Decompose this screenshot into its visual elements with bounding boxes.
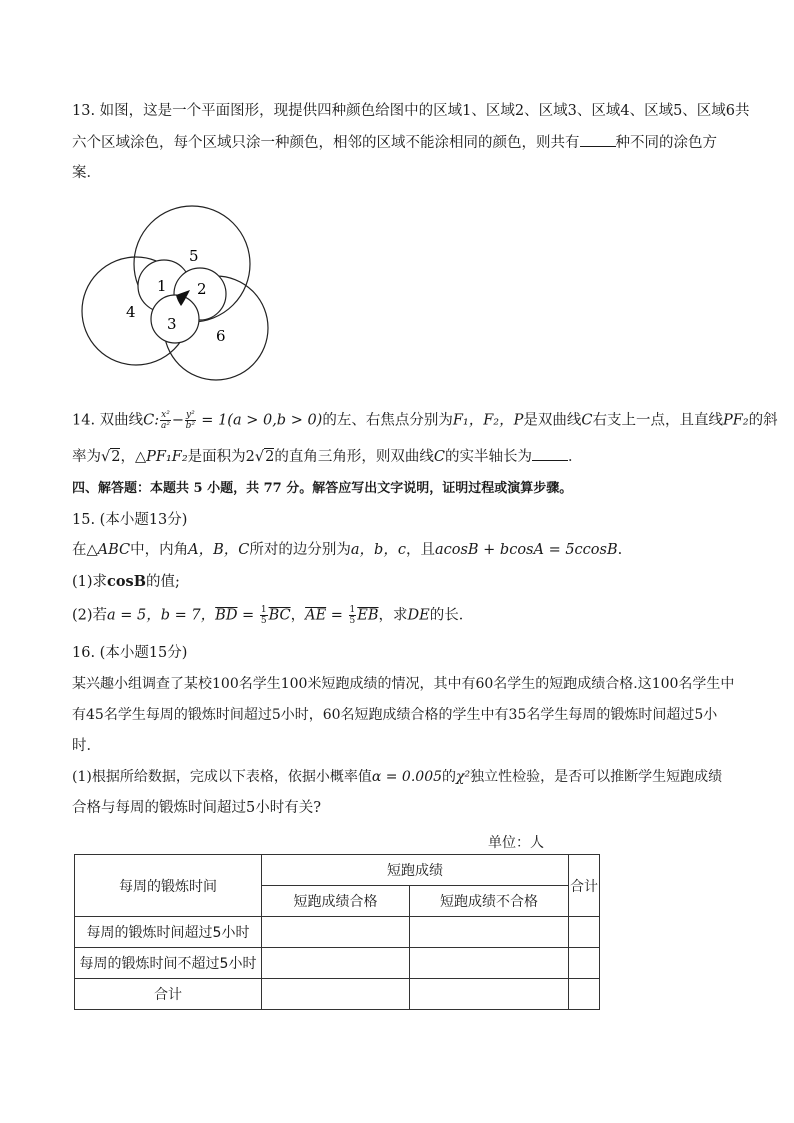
q14-answer-blank[interactable]: [532, 446, 568, 461]
q14-text-k: 率为: [72, 449, 101, 465]
q13-line-3: 案．: [72, 165, 101, 181]
table-row: [75, 979, 600, 1010]
q14-text-p: 是面积为2: [187, 449, 255, 465]
frac-one-fifth-a: $\frac{1}{5}$: [260, 605, 267, 626]
table-cell[interactable]: [569, 979, 600, 1010]
table-cell[interactable]: [569, 948, 600, 979]
q16-part-1: (1)根据所给数据，完成以下表格，依据小概率值α = 0.005的χ²独立性检验，是否可以推断学生短跑成绩: [72, 769, 723, 785]
q14-line-2: [72, 446, 582, 467]
q16-title: 16. (本小题15分): [72, 645, 188, 661]
region-label-5: 5: [189, 247, 199, 265]
table-cell[interactable]: [262, 917, 410, 948]
region-label-3: 3: [167, 315, 177, 333]
q14-text-b: C:: [143, 412, 160, 429]
q14-text-c: = 1(a > 0,b > 0): [196, 412, 323, 429]
region-label-1: 1: [157, 277, 167, 295]
region-label-4: 4: [126, 303, 136, 321]
q14-text-o: △PF₁F₂: [134, 449, 188, 465]
q16-line-3: 时．: [72, 738, 101, 754]
q14-text-j: 的斜: [748, 412, 778, 429]
q16-line-2: 有45名学生每周的锻炼时间超过5小时，60名短跑成绩合格的学生中有35名学生每周的锻炼时间超过5小: [72, 707, 718, 723]
q15-part-1: (1)求cosB的值;: [72, 573, 180, 590]
q14-frac-1: $\frac{\text{x²}}{\text{a²}}$: [161, 410, 170, 431]
q14-text-a: 14. 双曲线: [72, 412, 144, 429]
vector-ae: $\overline{AE}$: [305, 607, 327, 624]
vector-eb: $\overline{EB}$: [357, 607, 379, 624]
q14-text-d: 的左、右焦点分别为: [322, 412, 453, 429]
table-cell[interactable]: [262, 979, 410, 1010]
q14-text-s: 的直角三角形，则双曲线: [274, 449, 434, 465]
table-row-label: 合计: [75, 979, 262, 1010]
table-cell[interactable]: [262, 948, 410, 979]
q15-stem: 在△ABC中，内角A，B，C所对的边分别为a，b，c，且acosB + bcosA = 5ccosB.: [72, 542, 623, 558]
table-header-fail: 短跑成绩不合格: [410, 886, 569, 917]
q14-sqrt-sign-2: √: [254, 449, 265, 465]
region-label-2: 2: [197, 280, 207, 298]
q13-answer-blank[interactable]: [580, 132, 616, 147]
table-row: [75, 948, 600, 979]
table-cell[interactable]: [569, 917, 600, 948]
q13-line-1: 13. 如图，这是一个平面图形，现提供四种颜色给图中的区域1、区域2、区域3、区域4、区域5、区域6共: [72, 103, 750, 119]
unit-label: 单位：人: [488, 835, 544, 851]
q16-part-1-cont: 合格与每周的锻炼时间超过5小时有关?: [72, 800, 321, 816]
q14-sqrt-arg-2: 2: [265, 449, 275, 465]
q14-text-t: C: [433, 449, 445, 465]
table-row-label: 每周的锻炼时间不超过5小时: [75, 948, 262, 979]
q14-text-v: ．: [567, 449, 583, 465]
table-row: [75, 917, 600, 948]
q14-text-e: F₁，F₂，P: [452, 412, 524, 429]
q13-line-2a: 六个区域涂色，每个区域只涂一种颜色，相邻的区域不能涂相同的颜色，则共有: [72, 135, 580, 151]
table-header-exercise: 每周的锻炼时间: [75, 855, 262, 917]
q13-line-2: [72, 132, 717, 153]
q14-text-g: C: [581, 412, 593, 429]
q14-sqrt-arg-1: 2: [111, 449, 121, 465]
table-header-pass: 短跑成绩合格: [262, 886, 410, 917]
table-cell[interactable]: [410, 979, 569, 1010]
frac-one-fifth-b: $\frac{1}{5}$: [349, 605, 356, 626]
q16-line-1: 某兴趣小组调查了某校100名学生100米短跑成绩的情况，其中有60名学生的短跑成绩合格.这100名学生中: [72, 676, 735, 692]
q14-text-n: ，: [120, 449, 135, 465]
q13-line-2b: 种不同的涂色方: [615, 135, 717, 151]
section-4-heading: 四、解答题：本题共 5 小题，共 77 分。解答应写出文字说明，证明过程或演算步骤。: [72, 481, 573, 496]
q14-text-h: 右支上一点，且直线: [592, 412, 723, 429]
table-cell[interactable]: [410, 917, 569, 948]
region-label-6: 6: [216, 327, 226, 345]
table-header-group: 短跑成绩: [262, 855, 569, 886]
q14-frac-2: $\frac{\text{y²}}{\text{b²}}$: [185, 410, 196, 431]
q14-sqrt-sign-1: √: [101, 449, 111, 465]
q15-title: 15. (本小题13分): [72, 512, 188, 528]
q14-line-1: [72, 410, 778, 431]
contingency-table: [74, 854, 600, 1010]
table-cell[interactable]: [410, 948, 569, 979]
vector-bd: $\overline{BD}$: [215, 607, 238, 624]
q14-text-i: PF₂: [722, 412, 749, 429]
q14-minus: −: [171, 412, 184, 429]
q14-text-f: 是双曲线: [523, 412, 582, 429]
table-row-label: 每周的锻炼时间超过5小时: [75, 917, 262, 948]
region-diagram: [78, 198, 278, 388]
q15-part-2: (2)若a = 5，b = 7，$\overline{BD}$ = $\frac{1}{5}$ $\overline{BC}$，$\overline{AE}$ = $\frac{1}{5}$ $\overline{EB}$，求DE的长．: [72, 605, 474, 626]
vector-bc: $\overline{BC}$: [268, 607, 291, 624]
table-header-total: 合计: [569, 855, 600, 917]
q14-text-u: 的实半轴长为: [444, 449, 532, 465]
